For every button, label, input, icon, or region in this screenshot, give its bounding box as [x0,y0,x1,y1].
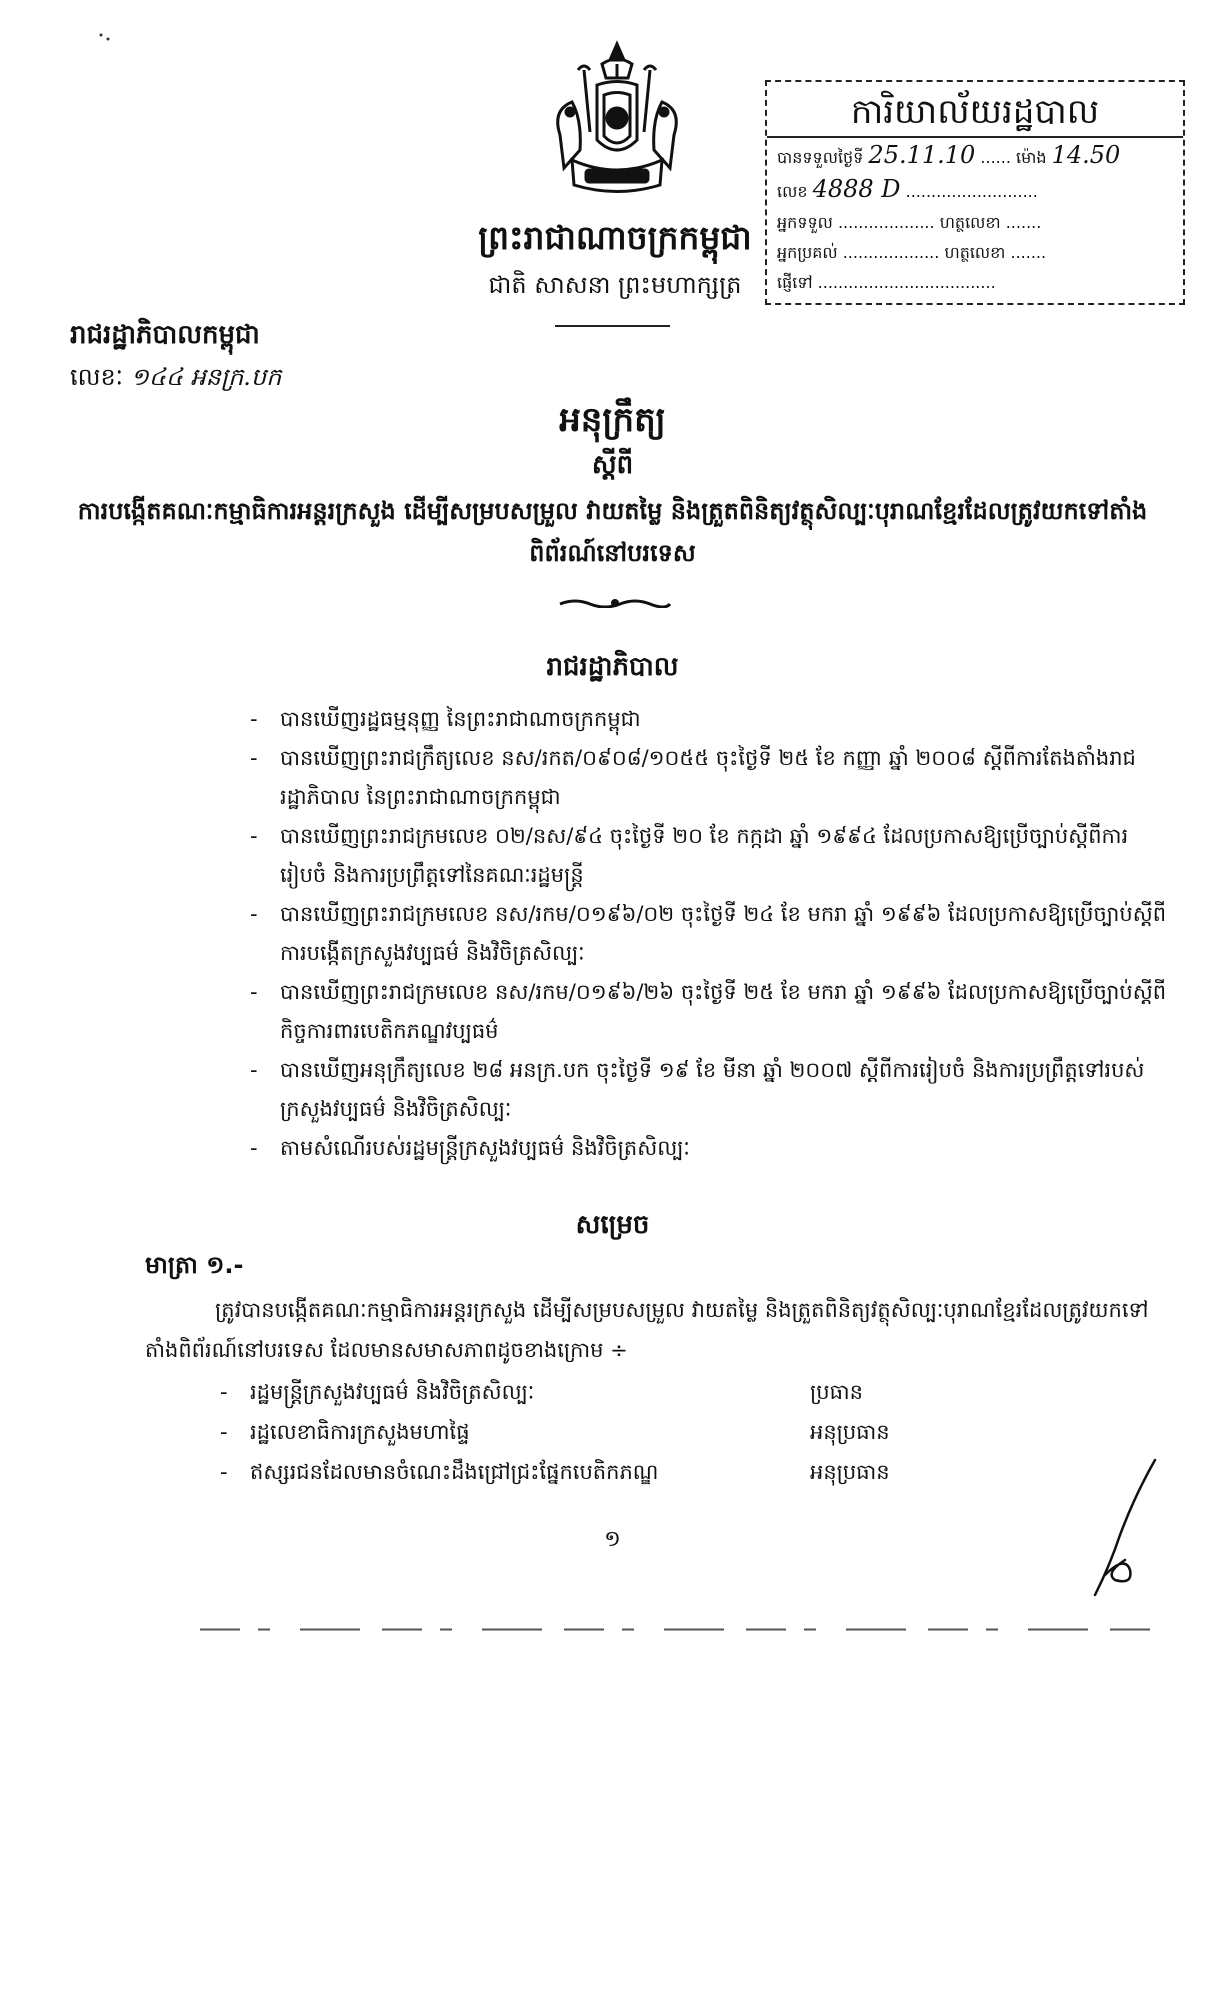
article-1-label: មាត្រា ១.- [145,1251,244,1279]
committee-member-row: - ឥស្សរជនដែលមានចំណេះដឹងជ្រៅជ្រះផ្នែកបេតិកភណ្ឌ អនុប្រធាន [220,1452,1120,1492]
committee-member-row: - រដ្ឋមន្ត្រីក្រសួងវប្បធម៌ និងវិចិត្រសិល្បៈ ប្រធាន [220,1372,1120,1412]
issuer-government: រាជរដ្ឋាភិបាលកម្ពុជា [70,320,260,350]
preamble-item: - បានឃើញព្រះរាជក្រមលេខ នស/រកម/០១៩៦/០២ ចុះថ្ងៃទី ២៤ ខែ មករា ឆ្នាំ ១៩៩៦ ដែលប្រកាសឱ្យប្រើច្បាប់ស្តីពីការបង្កើតក្រសួងវប្បធម៌ និងវិចិត្រសិល្បៈ [250,902,1167,965]
national-motto: ជាតិ សាសនា ព្រះមហាក្សត្រ [488,271,742,299]
preamble-item: - តាមសំណើរបស់រដ្ឋមន្ត្រីក្រសួងវប្បធម៌ និងវិចិត្រសិល្បៈ [250,1136,690,1160]
stamp-number-value: 4888 D [812,178,901,203]
stamp-received-label: បានទទួលថ្ងៃទី [777,148,864,167]
motto-divider [555,325,670,327]
preamble-item: - បានឃើញព្រះរាជក្រមលេខ នស/រកម/០១៩៦/២៦ ចុះថ្ងៃទី ២៥ ខែ មករា ឆ្នាំ ១៩៩៦ ដែលប្រកាសឱ្យប្រើច្បាប់ស្តីពីកិច្ចការពារបេតិកភណ្ឌវប្បធម៌ [250,980,1167,1043]
stamp-deliverer-signature-label: ហត្ថលេខា [944,243,1006,262]
preamble-list [250,700,1170,1168]
scan-speck-mark [98,32,112,42]
preamble-item: - បានឃើញអនុក្រឹត្យលេខ ២៨ អនក្រ.បក ចុះថ្ងៃទី ១៩ ខែ មីនា ឆ្នាំ ២០០៧ ស្តីពីការរៀបចំ និងការប្រព្រឹត្តទៅរបស់ក្រសួងវប្បធម៌ និងវិចិត្រសិល្បៈ [250,1058,1145,1121]
stamp-row-deliverer: អ្នកប្រគល់ ................... ហត្ថលេខា ....... [777,243,1047,262]
document-number-value: ១៤៤ អនក្រ.បក [130,363,282,391]
stamp-receiver-label: អ្នកទទួល [777,213,833,232]
document-number-label: លេខៈ [70,363,124,391]
stamp-row-number: លេខ 4888 D .......................... [777,178,1175,203]
preamble-item: - បានឃើញព្រះរាជក្រឹត្យលេខ នស/រកត/០៩០៨/១០៥៥ ចុះថ្ងៃទី ២៥ ខែ កញ្ញា ឆ្នាំ ២០០៨ ស្តីពីការតែងតាំងរាជរដ្ឋាភិបាល នៃព្រះរាជាណាចក្រកម្ពុជា [250,746,1136,809]
stamp-time-value: 14.50 [1051,144,1121,169]
stamp-title: ការិយាល័យរដ្ឋបាល [767,88,1183,138]
stamp-time-label: ម៉ោង [1016,148,1047,167]
stamp-number-label: លេខ [777,182,808,201]
document-type-title: អនុក្រឹត្យ [559,400,666,440]
page-number: ១ [604,1527,621,1552]
stamp-forward-label: ផ្ញើទៅ [777,273,813,292]
member-title: ឥស្សរជនដែលមានចំណេះដឹងជ្រៅជ្រះផ្នែកបេតិកភណ្ឌ [250,1460,659,1484]
stamp-receiver-signature-label: ហត្ថលេខា [939,213,1001,232]
kingdom-heading: ព្រះរាជាណាចក្រកម្ពុជា [478,218,752,257]
title-ornament-icon [555,598,675,608]
stamp-received-date: 25.11.10 [868,144,976,169]
member-role: ប្រធាន [810,1380,863,1404]
member-role: អនុប្រធាន [810,1460,890,1484]
member-title: រដ្ឋមន្ត្រីក្រសួងវប្បធម៌ និងវិចិត្រសិល្បៈ [250,1380,535,1404]
stamp-row-received: បានទទួលថ្ងៃទី 25.11.10 ...... ម៉ោង 14.50 [777,144,1175,169]
stamp-row-forward: ផ្ញើទៅ ................................... [777,273,996,292]
royal-arms-emblem-icon [542,40,692,200]
scan-artifact-line [200,1628,1160,1631]
preamble-item: - បានឃើញរដ្ឋធម្មនុញ្ញ នៃព្រះរាជាណាចក្រកម្ពុជា [250,707,641,731]
article-1-body: ត្រូវបានបង្កើតគណៈកម្មាធិការអន្តរក្រសួង ដើម្បីសម្របសម្រួល វាយតម្លៃ និងត្រួតពិនិត្យវត្ថុសិល្បៈបុរាណខ្មែរដែលត្រូវយកទៅតាំងពិព័រណ៍នៅបរទេស ដែលមានសមាសភាពដូចខាងក្រោម ÷ [145,1298,1149,1362]
member-title: រដ្ឋលេខាធិការក្រសួងមហាផ្ទៃ [250,1420,470,1444]
decision-heading: សម្រេច [575,1210,650,1240]
stamp-deliverer-label: អ្នកប្រគល់ [777,243,838,262]
committee-member-row: - រដ្ឋលេខាធិការក្រសួងមហាផ្ទៃ អនុប្រធាន [220,1412,1120,1452]
document-subject: ការបង្កើតគណៈកម្មាធិការអន្តរក្រសួង ដើម្បីសម្របសម្រួល វាយតម្លៃ និងត្រួតពិនិត្យវត្ថុសិល្បៈបុរាណខ្មែរដែលត្រូវយកទៅតាំងពិព័រណ៍នៅបរទេស [77,497,1148,567]
stamp-row-receiver: អ្នកទទួល ................... ហត្ថលេខា ....... [777,213,1042,232]
document-about-label: ស្តីពី [591,450,634,480]
government-heading: រាជរដ្ឋាភិបាល [546,652,679,682]
member-role: អនុប្រធាន [810,1420,890,1444]
document-number [70,362,281,397]
preamble-item: - បានឃើញព្រះរាជក្រមលេខ ០២/នស/៩៤ ចុះថ្ងៃទី ២០ ខែ កក្កដា ឆ្នាំ ១៩៩៤ ដែលប្រកាសឱ្យប្រើច្បាប់ស្តីពីការរៀបចំ និងការប្រព្រឹត្តទៅនៃគណៈរដ្ឋមន្ត្រី [250,824,1129,887]
